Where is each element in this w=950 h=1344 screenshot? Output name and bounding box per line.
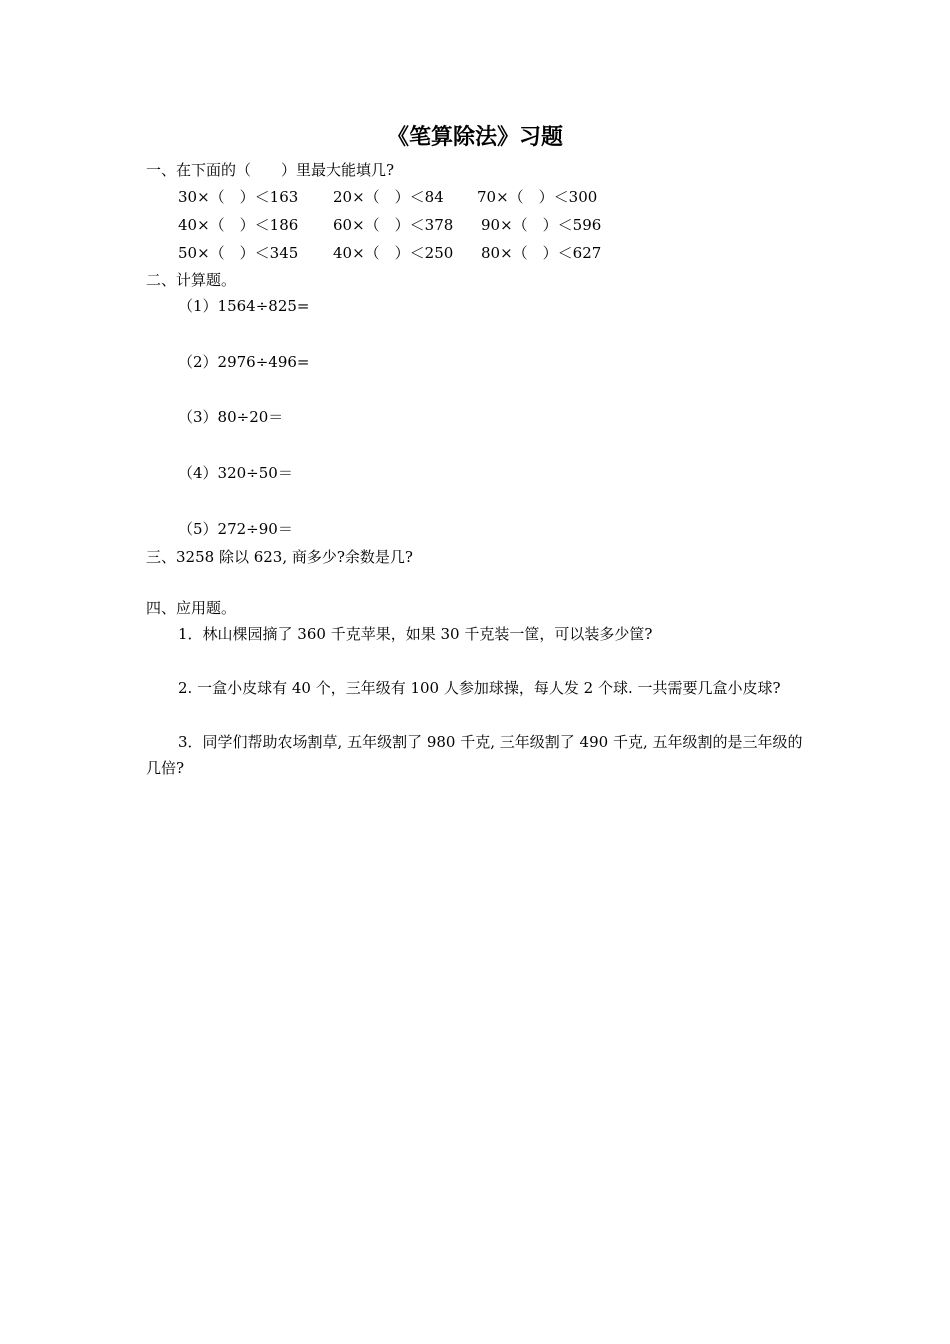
word-problem: 2. 一盒小皮球有 40 个，三年级有 100 人参加球操，每人发 2 个球. 一共需要几盒小皮球? — [178, 679, 781, 697]
calc-item: （1）1564÷825= — [178, 297, 310, 315]
page-title: 《笔算除法》习题 — [386, 125, 563, 150]
word-problem: 1．林山棵园摘了 360 千克苹果，如果 30 千克装一筐，可以装多少筐? — [178, 625, 653, 643]
calc-item: （4）320÷50＝ — [178, 464, 293, 482]
fill-blank-item: 40×（ ）＜186 — [178, 216, 299, 234]
section-4-heading: 四、应用题。 — [146, 599, 237, 617]
section-1-heading: 一、在下面的（ ）里最大能填几? — [146, 161, 395, 179]
section-2-heading: 二、计算题。 — [146, 271, 237, 289]
fill-blank-item: 50×（ ）＜345 — [178, 244, 299, 262]
calc-item: （3）80÷20＝ — [178, 408, 284, 426]
word-problem: 3．同学们帮助农场割草, 五年级割了 980 千克, 三年级割了 490 千克, 五年级割的是三年级的几倍? — [146, 733, 803, 777]
fill-blank-item: 60×（ ）＜378 — [333, 216, 454, 234]
fill-blank-item: 30×（ ）＜163 — [178, 188, 299, 206]
section-3-heading: 三、3258 除以 623, 商多少?余数是几? — [146, 548, 413, 566]
calc-item: （5）272÷90＝ — [178, 520, 293, 538]
fill-blank-item: 70×（ ）＜300 — [477, 188, 598, 206]
calc-item: （2）2976÷496= — [178, 353, 310, 371]
fill-blank-item: 90×（ ）＜596 — [481, 216, 602, 234]
fill-blank-item: 20×（ ）＜84 — [333, 188, 444, 206]
fill-blank-item: 80×（ ）＜627 — [481, 244, 602, 262]
fill-blank-item: 40×（ ）＜250 — [333, 244, 454, 262]
